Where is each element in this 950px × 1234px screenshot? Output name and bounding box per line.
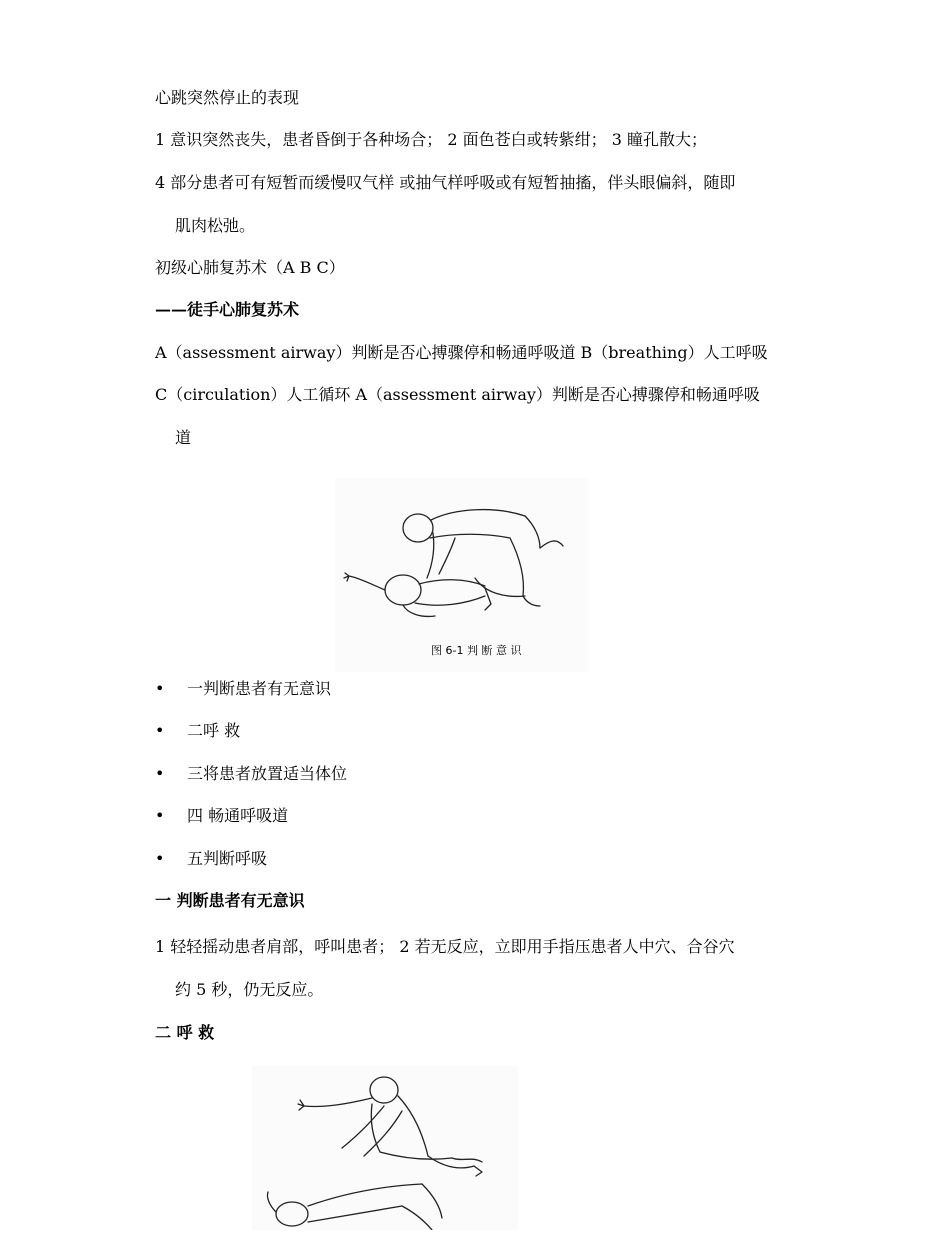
bullet-text: 四 畅通呼吸道	[187, 806, 289, 825]
bullet-dot: •	[155, 764, 165, 783]
bullet-dot: •	[155, 849, 165, 868]
paragraph-line: 约 5 秒，仍无反应。	[175, 980, 324, 999]
bullet-dot: •	[155, 721, 165, 740]
paragraph-line: 肌肉松弛。	[175, 216, 256, 235]
figure-call-for-help	[252, 1066, 518, 1230]
bullet-text: 二呼 救	[187, 721, 241, 740]
paragraph-line: 4 部分患者可有短暂而缓慢叹气样 或抽气样呼吸或有短暂抽搐，伴头眼偏斜，随即	[155, 173, 736, 192]
figure-caption: 图 6-1 判 断 意 识	[431, 644, 522, 657]
paragraph-line: 道	[175, 428, 192, 447]
title-cardiac-arrest-signs: 心跳突然停止的表现	[155, 88, 300, 107]
bullet-dot: •	[155, 806, 165, 825]
paragraph-line: C（circulation）人工循环 A（assessment airway）判断是否心搏骤停和畅通呼吸	[155, 385, 760, 404]
bullet-dot: •	[155, 679, 165, 698]
paragraph-line: 1 意识突然丧失，患者昏倒于各种场合； 2 面色苍白或转紫绀； 3 瞳孔散大；	[155, 130, 707, 149]
rescuer-calling-illustration	[252, 1066, 518, 1230]
paragraph-line: 1 轻轻摇动患者肩部，呼叫患者； 2 若无反应，立即用手指压患者人中穴、合谷穴	[155, 937, 735, 956]
paragraph-line: A（assessment airway）判断是否心搏骤停和畅通呼吸道 B（breathing）人工呼吸	[155, 343, 768, 362]
section-heading-call-help: 二 呼 救	[155, 1023, 215, 1042]
section-heading-consciousness: 一 判断患者有无意识	[155, 891, 305, 910]
heading-basic-cpr: 初级心肺复苏术（A B C）	[155, 258, 345, 277]
rescuer-illustration	[335, 478, 587, 672]
subheading-manual-cpr: ——徒手心肺复苏术	[155, 300, 300, 319]
bullet-text: 一判断患者有无意识	[187, 679, 332, 698]
bullet-text: 五判断呼吸	[187, 849, 268, 868]
bullet-text: 三将患者放置适当体位	[187, 764, 348, 783]
figure-consciousness-check	[335, 478, 587, 672]
